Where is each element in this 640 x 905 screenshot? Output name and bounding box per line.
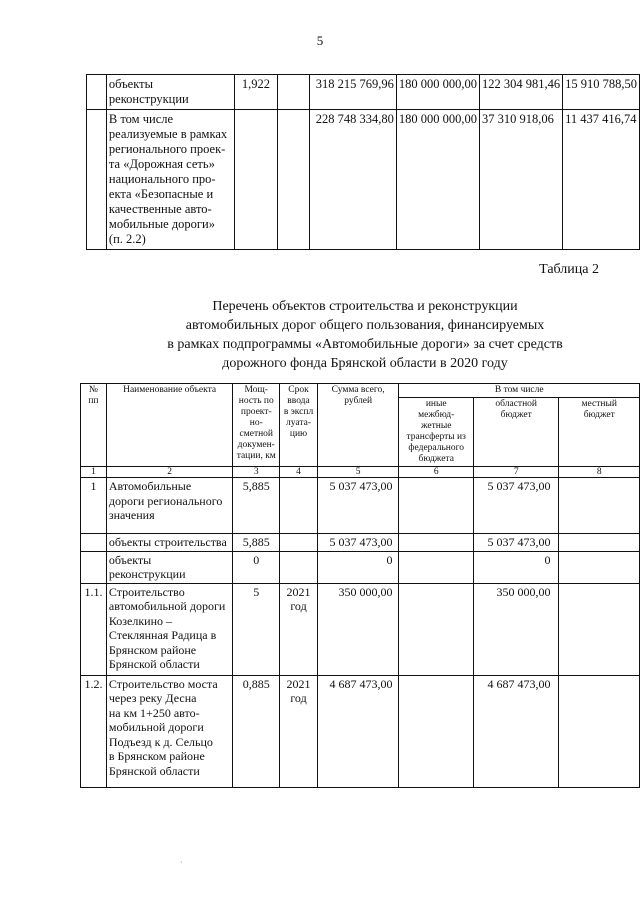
row-name-line: Автомобильные	[108, 479, 192, 493]
row-local	[559, 534, 640, 552]
row-name-line: качественные авто-	[108, 202, 212, 216]
row-name-line: В том числе	[108, 112, 174, 126]
row-total: 318 215 769,96	[310, 75, 397, 110]
row-term-line: 2021	[286, 676, 311, 691]
header-line: цию	[289, 429, 308, 439]
row-regional: 0	[473, 551, 559, 583]
title-line: Перечень объектов строительства и реконструкции	[212, 299, 518, 314]
row-capacity: 5	[233, 583, 280, 675]
table-row	[81, 534, 640, 552]
row-name-line: реконструкции	[108, 567, 186, 581]
row-regional: 4 687 473,00	[473, 675, 559, 787]
table-2-label: Таблица 2	[539, 262, 599, 277]
row-term	[280, 534, 318, 552]
header-transfers	[399, 398, 473, 467]
row-name-line: Брянском районе	[108, 642, 197, 657]
row-regional: 122 304 981,46	[479, 75, 562, 110]
table-2	[80, 383, 640, 788]
table-row	[81, 675, 640, 787]
header-line: сметной	[239, 429, 274, 439]
header-line: жетные	[420, 421, 452, 431]
row-capacity	[234, 110, 277, 250]
row-total: 350 000,00	[317, 583, 399, 675]
row-name-line: екта «Безопасные и	[108, 187, 214, 201]
header-line: иные	[425, 399, 447, 409]
row-num	[81, 534, 107, 552]
header-line: пп	[88, 396, 99, 406]
row-name-line: регионального проек-	[108, 142, 226, 156]
header-line: областной	[495, 399, 537, 409]
header-line: ввода	[287, 396, 310, 406]
row-total: 4 687 473,00	[317, 675, 399, 787]
scan-mark: ·	[180, 858, 183, 867]
row-regional: 37 310 918,06	[479, 110, 562, 250]
row-local	[559, 675, 640, 787]
row-capacity: 5,885	[233, 534, 280, 552]
header-capacity	[233, 384, 280, 467]
header-line: местный	[581, 399, 617, 409]
row-name-line: на км 1+250 авто-	[108, 705, 200, 720]
row-capacity: 0	[233, 551, 280, 583]
row-local	[559, 478, 640, 534]
row-transfers	[399, 675, 473, 787]
row-name-line: объекты	[108, 552, 152, 567]
row-name-line: значения	[108, 508, 155, 522]
row-transfers: 180 000 000,00	[396, 75, 479, 110]
row-num	[87, 110, 107, 250]
col-index: 3	[233, 467, 280, 478]
table-row	[81, 478, 640, 534]
row-transfers	[399, 534, 473, 552]
row-name-line: мобильные дороги»	[108, 217, 215, 231]
header-line: трансферты из	[406, 432, 466, 442]
row-regional: 5 037 473,00	[473, 534, 559, 552]
row-name	[106, 675, 232, 787]
row-name-line: реконструкции	[108, 92, 189, 106]
table-2-title	[120, 297, 610, 373]
header-line: но-	[249, 418, 263, 428]
col-index: 1	[81, 467, 107, 478]
row-capacity: 1,922	[234, 75, 277, 110]
header-regional	[473, 398, 559, 467]
header-line: рублей	[344, 396, 373, 406]
row-name-line: национального про-	[108, 172, 216, 186]
row-total: 0	[317, 551, 399, 583]
header-line: луата-	[286, 418, 311, 428]
header-line: бюджет	[500, 410, 532, 420]
row-name-line: Брянской области	[108, 763, 200, 778]
row-name-line: та «Дорожная сеть»	[108, 157, 215, 171]
row-term	[280, 675, 318, 787]
table-row	[81, 583, 640, 675]
row-term-line: год	[290, 599, 307, 613]
row-name-line: объекты строительства	[108, 535, 227, 549]
row-name	[106, 551, 232, 583]
row-local: 11 437 416,74	[563, 110, 640, 250]
row-local: 15 910 788,50	[563, 75, 640, 110]
row-name-line: (п. 2.2)	[108, 232, 146, 246]
page-number: 5	[316, 33, 324, 48]
col-index: 5	[317, 467, 399, 478]
row-total: 228 748 334,80	[310, 110, 397, 250]
table-1-continuation	[86, 74, 640, 250]
row-name-line: Козелкино –	[108, 613, 173, 628]
row-name-line: дороги регионального	[108, 493, 223, 508]
row-name	[106, 534, 232, 552]
header-local	[559, 398, 640, 467]
row-name-line: реализуемые в рамках	[108, 127, 228, 141]
row-num	[87, 75, 107, 110]
header-line: тации, км	[236, 451, 276, 461]
row-name	[106, 583, 232, 675]
row-capacity: 5,885	[233, 478, 280, 534]
title-line: автомобильных дорог общего пользования, финансируемых	[185, 318, 545, 333]
row-term	[280, 583, 318, 675]
row-term	[280, 478, 318, 534]
row-name-line: Строительство моста	[108, 676, 218, 691]
header-line: федерального	[408, 443, 465, 453]
row-name-line: Строительство	[108, 584, 185, 599]
row-name	[106, 75, 234, 110]
row-name-line: Стеклянная Радица в	[108, 628, 217, 642]
row-transfers	[399, 551, 473, 583]
row-name-line: объекты	[108, 77, 153, 91]
table-row	[87, 110, 640, 250]
table-row	[87, 75, 640, 110]
col-index: 6	[399, 467, 473, 478]
row-term	[280, 551, 318, 583]
title-line: дорожного фонда Брянской области в 2020 году	[222, 356, 508, 371]
header-line: в экспл	[283, 407, 314, 417]
header-line: Сумма всего,	[331, 385, 385, 395]
row-name-line: через реку Десна	[108, 691, 197, 705]
row-capacity: 0,885	[233, 675, 280, 787]
row-name-line: Подъезд к д. Сельцо	[108, 734, 213, 749]
row-transfers	[399, 478, 473, 534]
col-index: 4	[280, 467, 318, 478]
row-local	[559, 583, 640, 675]
row-name-line: автомобильной дороги	[108, 599, 226, 613]
row-term-line: год	[290, 691, 307, 705]
header-line: №	[88, 385, 98, 395]
row-num: 1	[81, 478, 107, 534]
row-num: 1.1.	[81, 583, 107, 675]
col-index: 8	[559, 467, 640, 478]
col-index: 7	[473, 467, 559, 478]
title-line: в рамках подпрограммы «Автомобильные дороги» за счет средств	[167, 337, 563, 352]
row-term-line: 2021	[286, 584, 311, 599]
row-transfers: 180 000 000,00	[396, 110, 479, 250]
header-line: бюджета	[418, 454, 454, 464]
header-incl: В том числе	[399, 384, 640, 398]
row-total: 5 037 473,00	[317, 478, 399, 534]
row-name	[106, 110, 234, 250]
row-num: 1.2.	[81, 675, 107, 787]
row-term	[278, 110, 310, 250]
col-index: 2	[106, 467, 232, 478]
table-2-header-row-1	[81, 384, 640, 398]
table-row	[81, 551, 640, 583]
column-index-row	[81, 467, 640, 478]
row-term	[278, 75, 310, 110]
header-line: ность по	[238, 396, 274, 406]
header-term	[280, 384, 318, 467]
header-line: бюджет	[583, 410, 615, 420]
row-name-line: мобильной дороги	[108, 720, 204, 734]
header-name: Наименование объекта	[106, 384, 232, 467]
header-line: проект-	[240, 407, 272, 417]
header-num	[81, 384, 107, 467]
header-line: докумен-	[237, 440, 275, 450]
row-name-line: в Брянском районе	[108, 749, 205, 763]
row-regional: 5 037 473,00	[473, 478, 559, 534]
header-line: Срок	[288, 385, 309, 395]
row-name-line: Брянской области	[108, 657, 200, 671]
row-local	[559, 551, 640, 583]
row-num	[81, 551, 107, 583]
row-name	[106, 478, 232, 534]
row-transfers	[399, 583, 473, 675]
row-total: 5 037 473,00	[317, 534, 399, 552]
row-regional: 350 000,00	[473, 583, 559, 675]
header-line: Мощ-	[244, 385, 268, 395]
header-line: межбюд-	[418, 410, 455, 420]
header-total	[317, 384, 399, 467]
